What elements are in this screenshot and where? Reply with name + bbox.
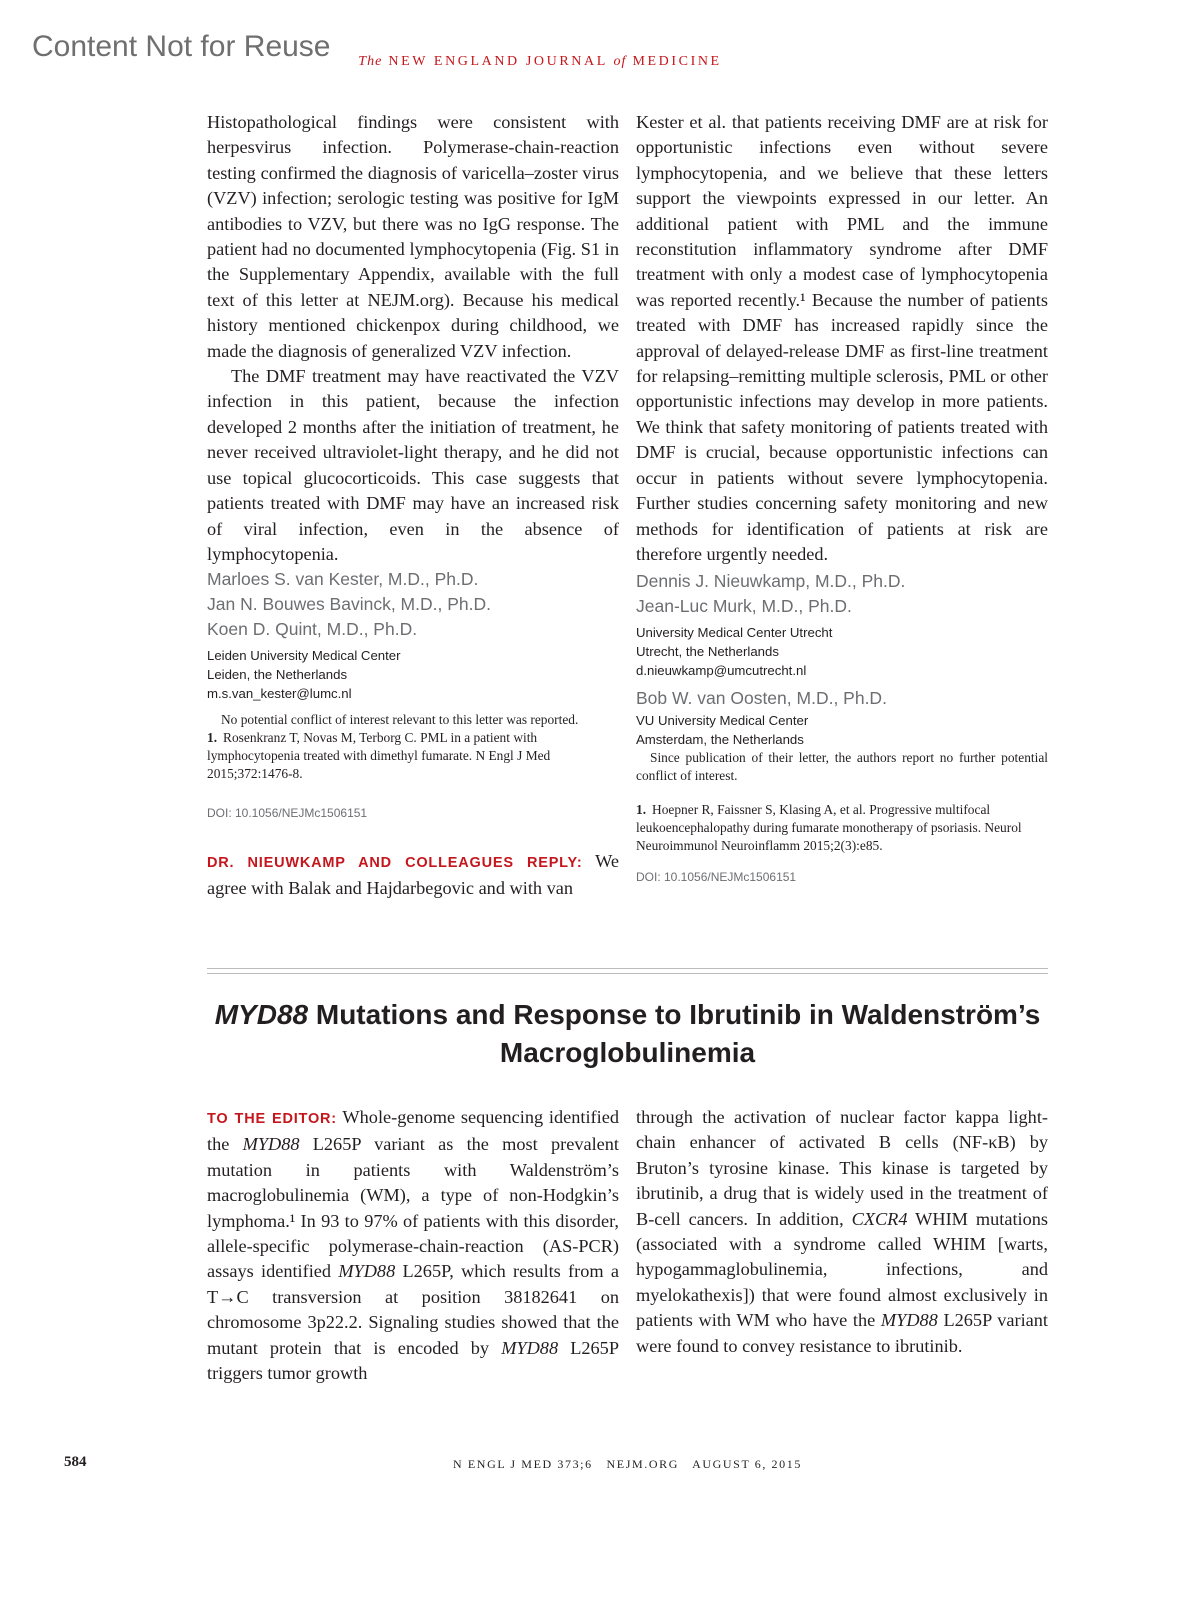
page-number: 584 [64, 1454, 87, 1470]
reference-text: Hoepner R, Faissner S, Klasing A, et al. Progressive multifocal leukoencephalopathy during fumarate monotherapy of psoriasis. Neurol Neuroimmunol Neuroinflamm 2015;2(3):e85. [636, 802, 1022, 854]
affiliation-line: Utrecht, the Netherlands [636, 644, 779, 660]
author-name: Dennis J. Nieuwkamp, M.D., Ph.D. [636, 571, 906, 592]
reply-heading: DR. NIEUWKAMP AND COLLEAGUES REPLY: [207, 854, 583, 871]
affiliation-line: Leiden, the Netherlands [207, 667, 348, 683]
running-head-main: NEW ENGLAND JOURNAL [388, 54, 608, 69]
section-divider [207, 968, 1048, 974]
body-paragraph: Histopathological findings were consistent with herpesvirus infection. Polymerase-chain-reaction testing confirmed the diagnosis of varicella–zoster virus (VZV) infection; serologic testing was positive for IgM antibodies to VZV, but there was no IgG response. The patient had no documented lymphocytopenia (Fig. S1 in the Supplementary Appendix, available with the full text of this letter at NEJM.org). Because his medical history mentioned chickenpox during childhood, we made the diagnosis of generalized VZV infection. [207, 112, 619, 361]
running-head-of: of [613, 54, 627, 69]
reference-item [207, 729, 619, 783]
author-name: Koen D. Quint, M.D., Ph.D. [207, 619, 418, 640]
article-title [207, 996, 1048, 1072]
body-text: L265P variant were found to convey resistance to ibrutinib. [636, 1310, 1048, 1356]
body-text: through the activation of nuclear factor kappa light-chain enhancer of activated B cells (NF-κB) by Bruton’s tyrosine kinase. This kinase is targeted by ibrutinib, a drug that is widely used in the treatment of B-cell cancers. In addition, [636, 1107, 1048, 1229]
reference-number: 1. [636, 802, 647, 818]
gene-name: MYD88 [338, 1261, 396, 1282]
gene-name: MYD88 [501, 1337, 559, 1358]
body-paragraph [636, 1105, 1048, 1359]
running-head-the: The [358, 54, 383, 69]
bottom-left-column [207, 1105, 619, 1386]
conflict-note: No potential conflict of interest relevant to this letter was reported. [221, 712, 579, 728]
body-text: WHIM mutations (associated with a syndrome called WHIM [warts, hypogammaglobulinemia, infections, and myelokathexis]) that were found almost exclusively in patients with WM who have the [636, 1208, 1049, 1331]
conflict-note: Since publication of their letter, the authors report no further potential conflict of interest. [636, 750, 1048, 784]
running-head [0, 54, 1080, 70]
doi: DOI: 10.1056/NEJMc1506151 [207, 806, 368, 821]
gene-name: CXCR4 [851, 1208, 908, 1229]
doi: DOI: 10.1056/NEJMc1506151 [636, 870, 797, 885]
reply-text: We agree with Balak and Hajdarbegovic and with van [207, 850, 619, 899]
body-text: L265P, which results from a T→C transversion at position 38182641 on chromosome 3p22.2. Signaling studies showed that the mutant protein that is encoded by [207, 1261, 619, 1358]
gene-name: MYD88 [880, 1310, 938, 1331]
to-the-editor-heading: TO THE EDITOR: [207, 1111, 337, 1127]
body-paragraph [207, 1105, 619, 1386]
reference-text: Rosenkranz T, Novas M, Terborg C. PML in a patient with lymphocytopenia treated with dimethyl fumarate. N Engl J Med 2015;372:1476-8. [207, 730, 551, 782]
email-address: m.s.van_kester@lumc.nl [207, 686, 352, 702]
reply-paragraph [207, 849, 619, 902]
bottom-right-column [636, 1105, 1048, 1359]
author-name: Jean-Luc Murk, M.D., Ph.D. [636, 596, 852, 617]
footer-citation: N ENGL J MED 373;6 NEJM.ORG AUGUST 6, 2015 [453, 1457, 802, 1471]
watermark: Content Not for Reuse [32, 30, 331, 63]
affiliation-line: Amsterdam, the Netherlands [636, 732, 804, 748]
title-text: Mutations and Response to Ibrutinib in Waldenström’s [308, 999, 1041, 1030]
body-paragraph: Kester et al. that patients receiving DMF are at risk for opportunistic infections even without severe lymphocytopenia, and we believe that these letters support the viewpoints expressed in our letter. An additional patient with PML and the immune reconstitution inflammatory syndrome after DMF treatment with only a modest case of lymphocytopenia was reported recently.¹ Because the number of patients treated with DMF has increased rapidly since the approval of delayed-release DMF as first-line treatment for relapsing–remitting multiple sclerosis, PML or other opportunistic infections may develop in more patients. We think that safety monitoring of patients treated with DMF is crucial, because opportunistic infections can occur in patients without severe lymphocytopenia. Further studies concerning safety monitoring and new methods for identification of patients at risk are therefore urgently needed. [636, 112, 1048, 564]
gene-name: MYD88 [242, 1134, 300, 1155]
body-text: L265P variant as the most prevalent mutation in patients with Waldenström’s macroglobulinemia (WM), a type of non-Hodgkin’s lymphoma.¹ In 93 to 97% of patients with this disorder, allele-specific polymerase-chain-reaction (AS-PCR) assays identified [207, 1134, 619, 1282]
affiliation-line: Leiden University Medical Center [207, 648, 401, 664]
top-right-column [636, 110, 1048, 891]
body-paragraph: The DMF treatment may have reactivated the VZV infection in this patient, because the infection developed 2 months after the initiation of treatment, he never received ultraviolet-light therapy, and he did not use topical glucocorticoids. This case suggests that patients treated with DMF may have an increased risk of viral infection, even in the absence of lymphocytopenia. [207, 366, 619, 564]
affiliation-line: VU University Medical Center [636, 713, 809, 729]
email-address: d.nieuwkamp@umcutrecht.nl [636, 663, 807, 679]
top-left-column [207, 110, 619, 902]
body-text: Whole-genome sequencing identified the [207, 1107, 619, 1155]
running-head-medicine: MEDICINE [632, 54, 722, 69]
body-text: L265P triggers tumor growth [207, 1337, 619, 1384]
reference-item [636, 801, 1048, 855]
title-text-line2: Macroglobulinemia [499, 1037, 756, 1068]
author-name: Marloes S. van Kester, M.D., Ph.D. [207, 569, 479, 590]
reference-number: 1. [207, 730, 218, 746]
author-name: Bob W. van Oosten, M.D., Ph.D. [636, 688, 887, 709]
title-gene: MYD88 [214, 999, 309, 1030]
author-name: Jan N. Bouwes Bavinck, M.D., Ph.D. [207, 594, 491, 615]
affiliation-line: University Medical Center Utrecht [636, 625, 833, 641]
